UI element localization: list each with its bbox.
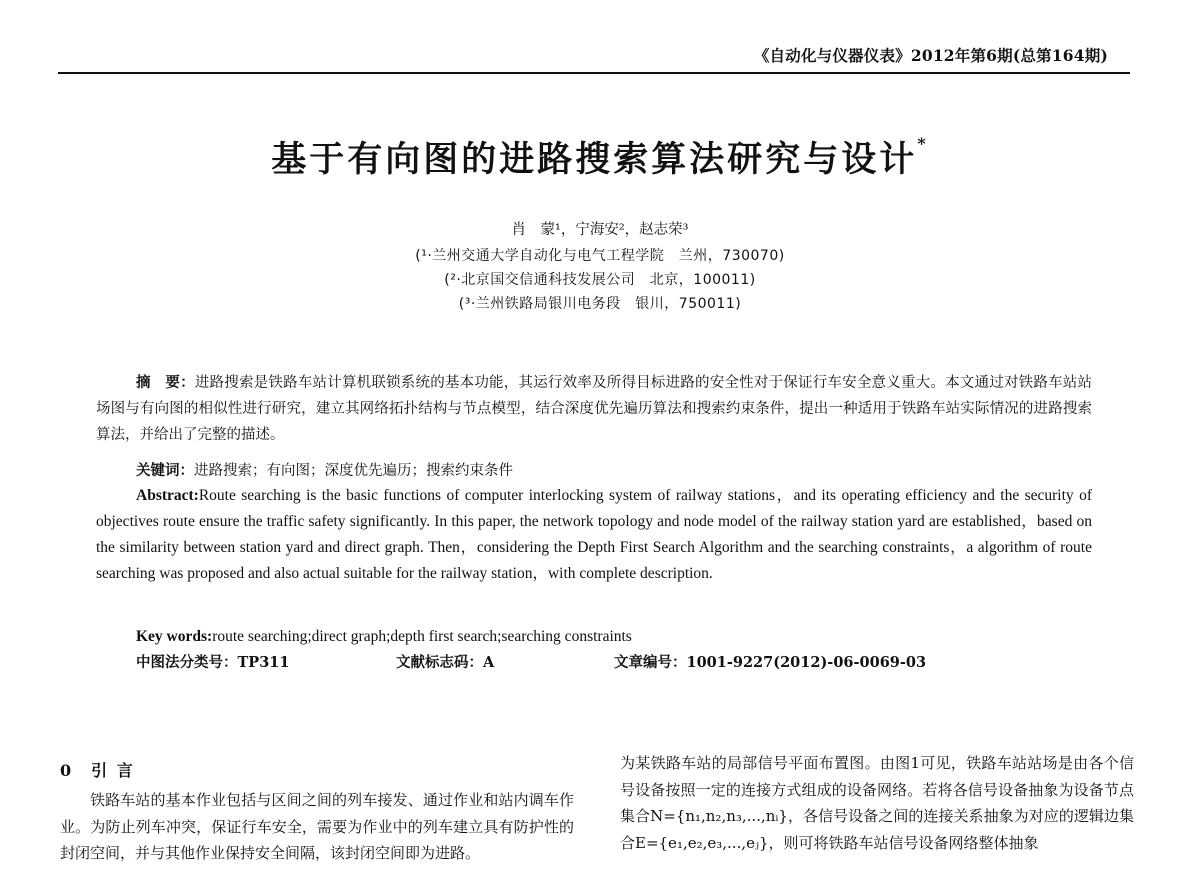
body-right-column: 为某铁路车站的局部信号平面布置图。由图1可见，铁路车站站场是由各个信号设备按照一定的连接方式组成的设备网络。若将各信号设备抽象为设备节点集合N={n₁,n₂,n₃,...,nᵢ}，各信号设备之间的连接关系抽象为对应的逻辑边集合E={e₁,e₂,e₃,...,eⱼ}，则可将铁路车站信号设备网络整体抽象 (620, 754, 1134, 852)
affiliation-1: (¹·兰州交通大学自动化与电气工程学院 兰州，730070) (415, 248, 785, 264)
abstract-en-text: Route searching is the basic functions of computer interlocking system of railway stations，and its operating efficiency and the security of objectives route ensure the traffic safety significantly. In this paper, the network topology and node model of the railway station yard are established，based on the similarity between station yard and direct graph. Then，considering the Depth First Search Algorithm and the searching constraints，a algorithm of route searching was proposed and also actual suitable for the railway station，with complete description. (96, 487, 1092, 582)
authors: 肖 蒙¹，宁海安²，赵志荣³ (511, 222, 689, 238)
paper-title (0, 132, 1200, 182)
keywords-en-label: Key words: (136, 628, 213, 645)
abstract-cn-text: 进路搜索是铁路车站计算机联锁系统的基本功能，其运行效率及所得目标进路的安全性对于保证行车安全意义重大。本文通过对铁路车站站场图与有向图的相似性进行研究，建立其网络拓扑结构与节点模型，结合深度优先遍历算法和搜索约束条件，提出一种适用于铁路车站实际情况的进路搜索算法，并给出了完整的描述。 (96, 375, 1092, 443)
affiliation-3: (³·兰州铁路局银川电务段 银川，750011) (458, 296, 742, 312)
keywords-cn-text: 进路搜索；有向图；深度优先遍历；搜索约束条件 (194, 463, 513, 479)
body-left-column: 铁路车站的基本作业包括与区间之间的列车接发、通过作业和站内调车作业。为防止列车冲突，保证行车安全，需要为作业中的列车建立具有防护性的封闭空间，并与其他作业保持安全间隔，该封闭空间即为进路。 (60, 791, 574, 862)
keywords-en (96, 624, 1092, 650)
section-heading: 0 引 言 (60, 761, 135, 780)
affiliation-2: (²·北京国交信通科技发展公司 北京，100011) (444, 272, 756, 288)
abstract-en (96, 483, 1092, 587)
paper-title-text: 基于有向图的进路搜索算法研究与设计 (271, 139, 918, 180)
article-number: 文章编号：1001-9227(2012)-06-0069-03 (614, 654, 927, 671)
keywords-en-text: route searching;direct graph;depth first search;searching constraints (212, 628, 632, 645)
document-code: 文献标志码：A (396, 654, 495, 671)
clc-number: 中图法分类号：TP311 (136, 654, 290, 671)
keywords-cn-label: 关键词： (136, 462, 194, 479)
header-rule (58, 72, 1130, 74)
abstract-cn (96, 370, 1092, 448)
abstract-en-label: Abstract: (136, 487, 199, 504)
keywords-cn (96, 458, 1092, 484)
journal-header: 《自动化与仪器仪表》2012年第6期(总第164期) (753, 46, 1108, 65)
title-footnote-mark: * (917, 134, 929, 153)
abstract-cn-label: 摘 要： (136, 374, 195, 391)
